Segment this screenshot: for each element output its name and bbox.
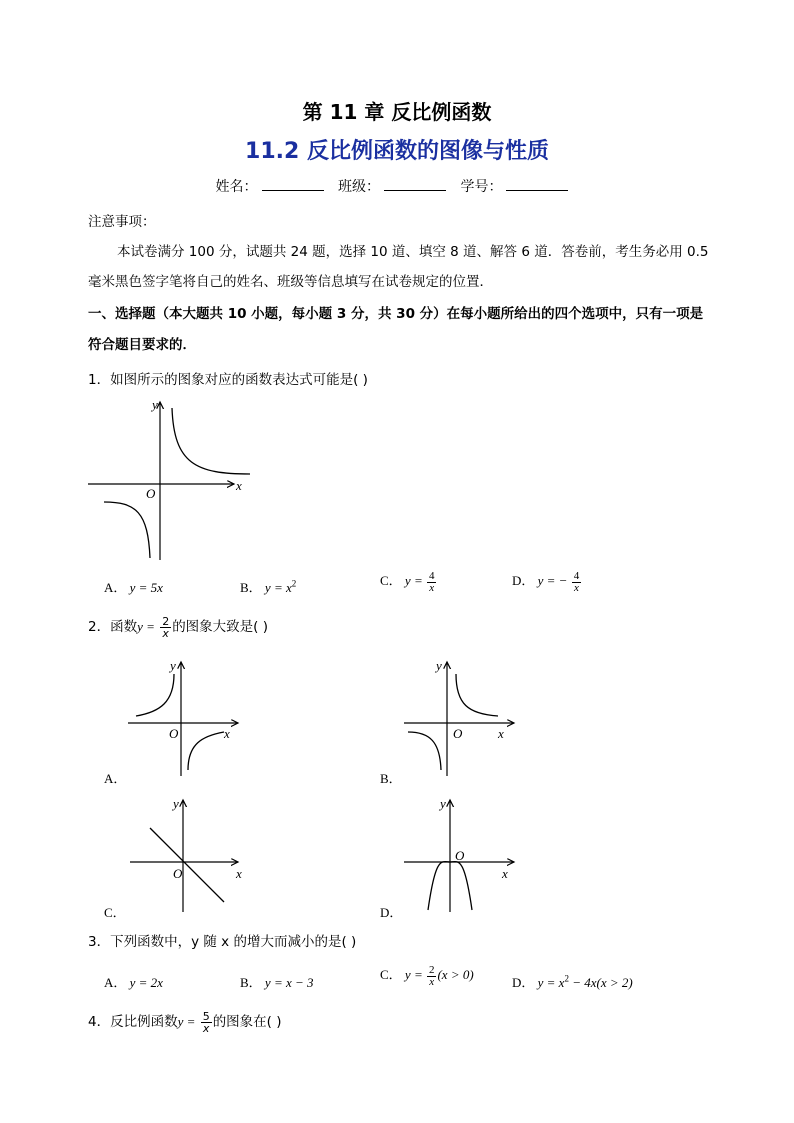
origin-label: O	[169, 726, 179, 741]
notice-heading: 注意事项：	[88, 214, 156, 230]
curve-quadrant-4	[188, 732, 224, 770]
x-axis-label: x	[498, 726, 504, 741]
y-axis-label: y	[173, 796, 179, 811]
q2-stem-post: 的图象大致是( )	[172, 619, 269, 635]
line-graph	[150, 828, 224, 902]
class-label: 班级：	[338, 179, 380, 195]
curve-quadrant-3	[408, 732, 441, 770]
x-axis-label: x	[236, 478, 242, 493]
option-expr: y = x	[264, 580, 292, 595]
option-condition: (x > 0)	[437, 967, 474, 982]
q4-fraction: $\frac{5}{x}$	[202, 1009, 210, 1035]
curve-quadrant-3	[104, 502, 150, 558]
option-fraction: $\frac{4}{x}$	[428, 569, 435, 594]
curve-quadrant-1	[456, 674, 498, 716]
option-expr-pre: y = x	[537, 975, 565, 990]
q2-graph-d[interactable]	[402, 794, 528, 916]
q1-graph	[86, 394, 266, 564]
q2-stem-lhs: y =	[137, 619, 155, 634]
q2-label-d: D．	[380, 905, 403, 920]
q2-label-a: A．	[104, 771, 127, 786]
q3-option-b[interactable]	[240, 972, 314, 991]
curve-quadrant-2	[136, 674, 174, 716]
q1-stem: 1．如图所示的图象对应的函数表达式可能是( )	[88, 372, 368, 388]
q2-fraction: $\frac{2}{x}$	[162, 614, 170, 640]
option-exponent: 2	[291, 578, 297, 589]
notice-line-1: 本试卷满分 100 分，试题共 24 题，选择 10 道、填空 8 道、解答 6 道．答卷前，考生务必用 0.5	[117, 244, 709, 260]
option-fraction: $\frac{4}{x}$	[573, 569, 580, 594]
page-title: 11.2 反比例函数的图像与性质	[245, 139, 549, 164]
option-label: A．	[104, 580, 127, 595]
class-blank[interactable]	[384, 178, 446, 191]
origin-label: O	[455, 848, 465, 863]
q3-stem: 3．下列函数中，y 随 x 的增大而减小的是( )	[88, 934, 357, 950]
option-label: D．	[512, 573, 535, 588]
x-axis-label: x	[236, 866, 242, 881]
origin-label: O	[173, 866, 183, 881]
q4-stem[interactable]	[88, 1010, 282, 1034]
option-label: A．	[104, 975, 127, 990]
origin-label: O	[453, 726, 463, 741]
chapter-heading: 第 11 章 反比例函数	[302, 100, 492, 124]
section-1-line-1: 一、选择题（本大题共 10 小题，每小题 3 分，共 30 分）在每小题所给出的四个选项中，只有一项是	[88, 306, 704, 322]
option-expr-post: − 4x(x > 2)	[568, 975, 633, 990]
x-axis-label: x	[502, 866, 508, 881]
option-lhs: y =	[404, 573, 423, 588]
x-axis-label: x	[224, 726, 230, 741]
q1-option-c[interactable]	[380, 570, 437, 594]
q3-option-c[interactable]	[380, 964, 474, 988]
id-blank[interactable]	[506, 178, 568, 191]
q2-label-c: C．	[104, 905, 126, 920]
option-label: B．	[240, 975, 262, 990]
option-fraction: $\frac{2}{x}$	[428, 963, 435, 988]
option-label: D．	[512, 975, 535, 990]
name-blank[interactable]	[262, 178, 324, 191]
q2-stem[interactable]	[88, 615, 268, 639]
q2-graph-a[interactable]	[126, 656, 252, 780]
option-label: C．	[380, 573, 402, 588]
q3-option-a[interactable]	[104, 972, 163, 991]
q1-option-b[interactable]	[240, 577, 296, 596]
origin-label: O	[146, 486, 156, 501]
option-exponent: 2	[564, 973, 569, 984]
q2-stem-pre: 2．函数	[88, 619, 138, 635]
y-axis-label: y	[440, 796, 446, 811]
option-lhs: y =	[404, 967, 423, 982]
option-label: C．	[380, 967, 402, 982]
y-axis-label: y	[436, 658, 442, 673]
y-axis-label: y	[152, 397, 158, 412]
id-label: 学号：	[460, 179, 503, 195]
notice-line-2: 毫米黑色签字笔将自己的姓名、班级等信息填写在试卷规定的位置．	[88, 274, 493, 290]
q1-option-d[interactable]	[512, 570, 582, 594]
option-lhs: y = −	[537, 573, 568, 588]
q1-option-a[interactable]	[104, 577, 163, 596]
option-expr: y = 5x	[129, 580, 163, 595]
q4-stem-lhs: y =	[177, 1014, 196, 1029]
option-expr: y = x − 3	[264, 975, 314, 990]
q4-stem-post: 的图象在( )	[212, 1014, 282, 1030]
q2-label-b: B．	[380, 771, 402, 786]
curve-quadrant-1	[172, 408, 250, 474]
q3-option-d[interactable]	[512, 972, 633, 991]
y-axis-label: y	[170, 658, 176, 673]
q2-graph-b[interactable]	[402, 656, 528, 780]
q4-stem-pre: 4．反比例函数	[88, 1014, 178, 1030]
q2-graph-c[interactable]	[126, 794, 252, 916]
option-expr: y = 2x	[129, 975, 163, 990]
name-label: 姓名：	[215, 179, 258, 195]
section-1-line-2: 符合题目要求的．	[88, 337, 196, 353]
option-label: B．	[240, 580, 262, 595]
student-info-line	[0, 176, 794, 196]
